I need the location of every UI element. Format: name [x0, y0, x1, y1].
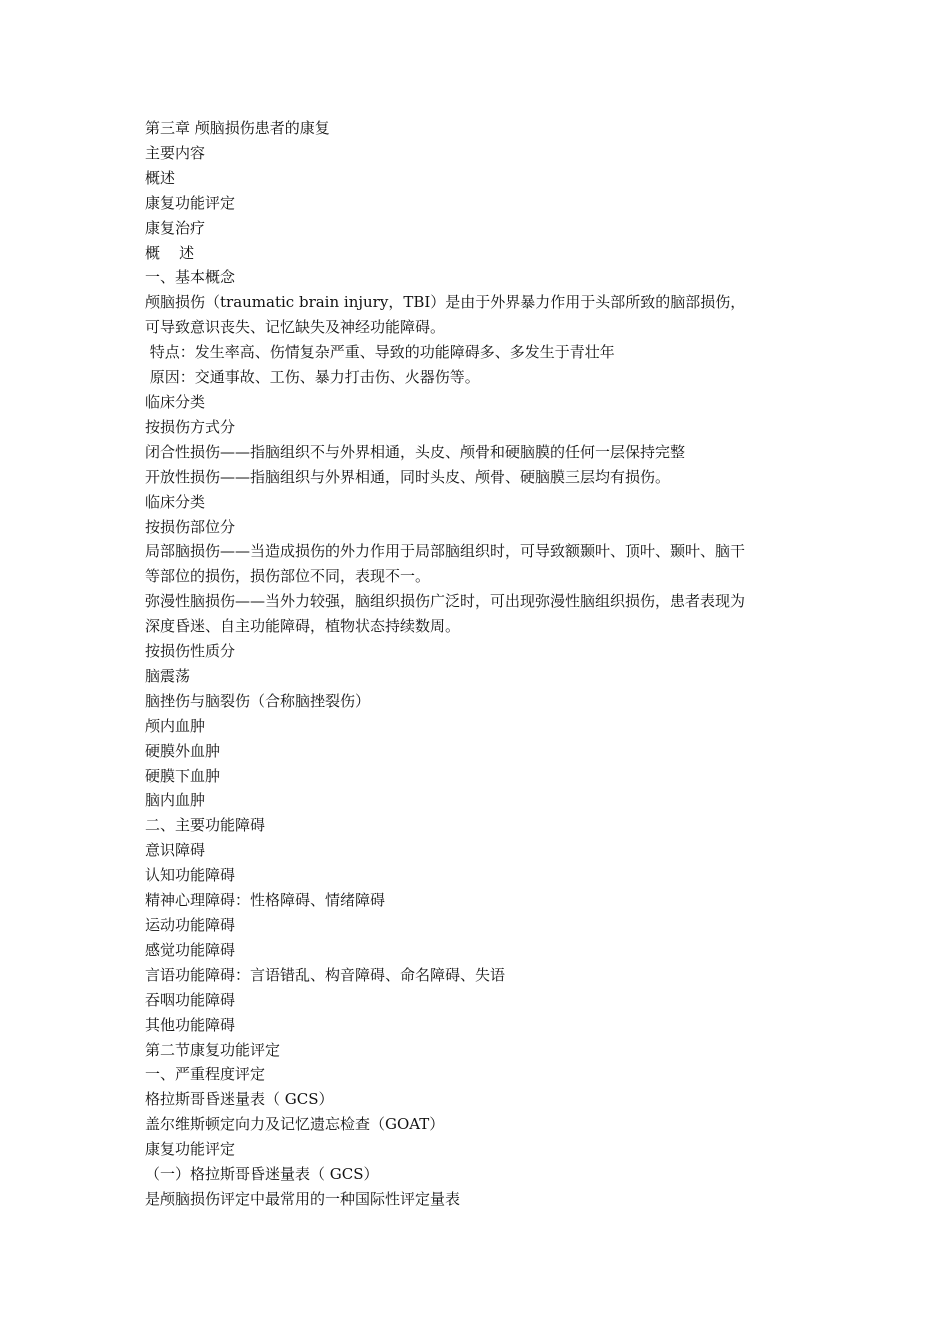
- text-line: 硬膜外血肿: [145, 741, 221, 760]
- text-line: 原因：交通事故、工伤、暴力打击伤、火器伤等。: [145, 368, 480, 387]
- text-line: 临床分类: [145, 492, 206, 511]
- text-line: 康复功能评定: [145, 193, 236, 212]
- text-line: 精神心理障碍：性格障碍、情绪障碍: [145, 891, 386, 910]
- text-line: 意识障碍: [145, 841, 206, 860]
- text-line: 康复功能评定: [145, 1140, 236, 1159]
- text-line: 吞咽功能障碍: [145, 990, 236, 1009]
- text-line: 认知功能障碍: [145, 866, 236, 885]
- text-line: 弥漫性脑损伤——当外力较强，脑组织损伤广泛时，可出现弥漫性脑组织损伤，患者表现为: [145, 592, 746, 611]
- text-line: 康复治疗: [145, 218, 206, 237]
- text-line: 脑震荡: [145, 666, 191, 685]
- text-line: 脑内血肿: [145, 791, 206, 810]
- text-line: 是颅脑损伤评定中最常用的一种国际性评定量表: [145, 1189, 461, 1208]
- section-heading: 第二节康复功能评定: [145, 1040, 281, 1059]
- text-line: 盖尔维斯顿定向力及记忆遗忘检查（GOAT）: [145, 1115, 445, 1134]
- text-line: 可导致意识丧失、记忆缺失及神经功能障碍。: [145, 318, 446, 337]
- text-line: 闭合性损伤——指脑组织不与外界相通，头皮、颅骨和硬脑膜的任何一层保持完整: [145, 442, 686, 461]
- text-line: 硬膜下血肿: [145, 766, 221, 785]
- text-line: 格拉斯哥昏迷量表（ GCS）: [145, 1090, 334, 1109]
- text-line: 特点：发生率高、伤情复杂严重、导致的功能障碍多、多发生于青壮年: [145, 343, 615, 362]
- text-line: 脑挫伤与脑裂伤（合称脑挫裂伤）: [145, 691, 371, 710]
- text-line: 主要内容: [145, 143, 206, 162]
- section-heading: 概 述: [145, 243, 195, 262]
- section-heading: 一、基本概念: [145, 268, 236, 287]
- text-line: 临床分类: [145, 392, 206, 411]
- text-line: 局部脑损伤——当造成损伤的外力作用于局部脑组织时，可导致额颞叶、顶叶、颞叶、脑干: [145, 542, 746, 561]
- text-line: （一）格拉斯哥昏迷量表（ GCS）: [145, 1165, 379, 1184]
- text-line: 按损伤方式分: [145, 417, 236, 436]
- chapter-title: 第三章 颅脑损伤患者的康复: [145, 119, 330, 137]
- text-line: 按损伤部位分: [145, 517, 236, 536]
- text-line: 感觉功能障碍: [145, 940, 236, 959]
- text-line: 颅脑损伤（traumatic brain injury，TBI）是由于外界暴力作用于头部所致的脑部损伤，: [145, 293, 746, 312]
- text-line: 言语功能障碍：言语错乱、构音障碍、命名障碍、失语: [145, 965, 506, 984]
- section-heading: 一、严重程度评定: [145, 1065, 266, 1084]
- text-line: 其他功能障碍: [145, 1015, 236, 1034]
- section-heading: 二、主要功能障碍: [145, 816, 266, 835]
- text-line: 深度昏迷、自主功能障碍，植物状态持续数周。: [145, 617, 461, 636]
- text-line: 颅内血肿: [145, 716, 206, 735]
- document-body: [145, 116, 815, 1212]
- text-line: 按损伤性质分: [145, 642, 236, 661]
- text-line: 运动功能障碍: [145, 916, 236, 934]
- text-line: 等部位的损伤，损伤部位不同，表现不一。: [145, 567, 431, 586]
- text-line: 开放性损伤——指脑组织与外界相通，同时头皮、颅骨、硬脑膜三层均有损伤。: [145, 467, 671, 486]
- text-line: 概述: [145, 168, 176, 187]
